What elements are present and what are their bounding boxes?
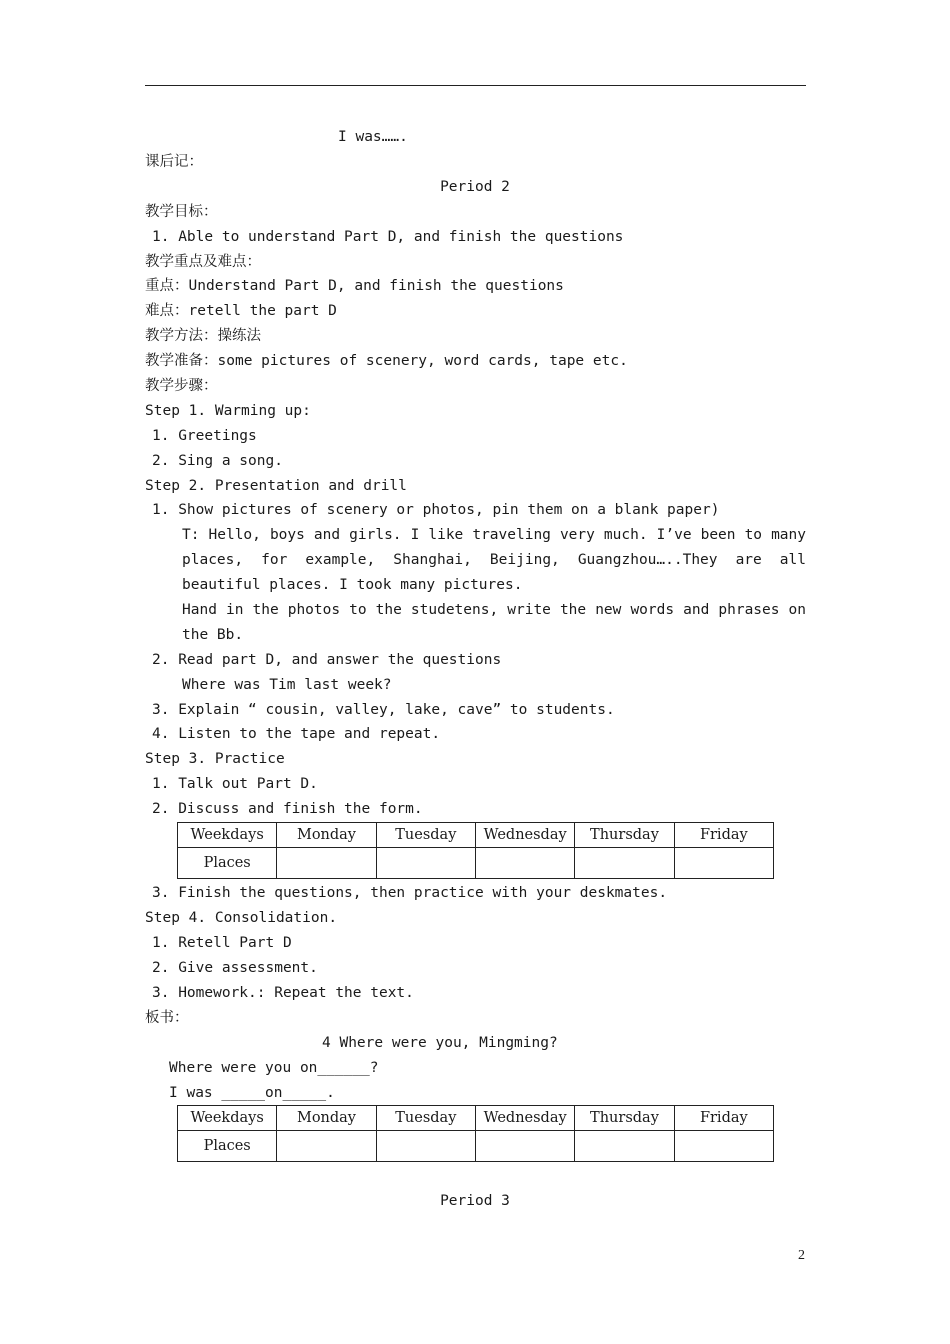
page-number: 2 bbox=[798, 1248, 805, 1263]
step-2-item-4: 4. Listen to the tape and repeat. bbox=[152, 726, 441, 742]
table-header-cell: Wednesday bbox=[475, 823, 574, 848]
table-header-cell: Friday bbox=[674, 823, 773, 848]
hand-in-line: the Bb. bbox=[182, 627, 244, 643]
table-empty-cell bbox=[277, 1131, 376, 1162]
table-header-cell: Weekdays bbox=[178, 1106, 277, 1131]
table-header-cell: Wednesday bbox=[475, 1106, 574, 1131]
step-4-item: 2. Give assessment. bbox=[152, 960, 318, 976]
board-title: 4 Where were you, Mingming? bbox=[322, 1035, 558, 1051]
top-line: I was……. bbox=[338, 129, 408, 145]
table-empty-cell bbox=[575, 848, 674, 879]
step-1-title: Step 1. Warming up: bbox=[145, 403, 311, 419]
key-points-label: 教学重点及难点： bbox=[145, 254, 261, 270]
table-header-cell: Tuesday bbox=[376, 1106, 475, 1131]
step-1-item: 2. Sing a song. bbox=[152, 453, 283, 469]
difficult-point: 难点：retell the part D bbox=[145, 303, 337, 319]
step-3-item-3: 3. Finish the questions, then practice with your deskmates. bbox=[152, 885, 668, 901]
step-3-title: Step 3. Practice bbox=[145, 751, 285, 767]
step-2-title: Step 2. Presentation and drill bbox=[145, 478, 407, 494]
step-1-item: 1. Greetings bbox=[152, 428, 257, 444]
table-header-cell: Thursday bbox=[575, 1106, 674, 1131]
table-row-label: Places bbox=[178, 848, 277, 879]
step-4-item: 1. Retell Part D bbox=[152, 935, 292, 951]
period-2-title: Period 2 bbox=[440, 179, 510, 195]
places-table bbox=[177, 822, 774, 879]
teaching-method: 教学方法：操练法 bbox=[145, 328, 261, 344]
table-empty-cell bbox=[575, 1131, 674, 1162]
period-3-title: Period 3 bbox=[440, 1193, 510, 1209]
table-empty-cell bbox=[674, 848, 773, 879]
step-2-question: Where was Tim last week? bbox=[182, 677, 392, 693]
step-4-title: Step 4. Consolidation. bbox=[145, 910, 338, 926]
header-rule bbox=[145, 85, 806, 86]
teacher-line: T: Hello, boys and girls. I like traveling very much. I’ve been to many bbox=[182, 527, 806, 543]
teaching-preparation: 教学准备：some pictures of scenery, word cards, tape etc. bbox=[145, 353, 628, 369]
step-2-item-2: 2. Read part D, and answer the questions bbox=[152, 652, 502, 668]
board-label: 板书： bbox=[145, 1010, 189, 1026]
step-2-item-3: 3. Explain “ cousin, valley, lake, cave” to students. bbox=[152, 702, 615, 718]
table-empty-cell bbox=[475, 848, 574, 879]
table-header-cell: Thursday bbox=[575, 823, 674, 848]
table-empty-cell bbox=[376, 1131, 475, 1162]
table-empty-cell bbox=[376, 848, 475, 879]
key-point: 重点：Understand Part D, and finish the questions bbox=[145, 278, 564, 294]
hand-in-line: Hand in the photos to the studetens, write the new words and phrases on bbox=[182, 602, 806, 618]
step-3-item-1: 1. Talk out Part D. bbox=[152, 776, 318, 792]
objectives-label: 教学目标： bbox=[145, 204, 218, 220]
table-header-cell: Monday bbox=[277, 823, 376, 848]
table-empty-cell bbox=[674, 1131, 773, 1162]
table-header-cell: Tuesday bbox=[376, 823, 475, 848]
after-class-note: 课后记： bbox=[145, 154, 203, 170]
objective-1: 1. Able to understand Part D, and finish the questions bbox=[152, 229, 624, 245]
board-line: I was _____on_____. bbox=[169, 1085, 335, 1101]
step-3-item-2: 2. Discuss and finish the form. bbox=[152, 801, 423, 817]
table-header-cell: Monday bbox=[277, 1106, 376, 1131]
step-2-item-1: 1. Show pictures of scenery or photos, pin them on a blank paper) bbox=[152, 502, 720, 518]
steps-label: 教学步骤： bbox=[145, 378, 218, 394]
teacher-line: beautiful places. I took many pictures. bbox=[182, 577, 523, 593]
teacher-line: places, for example, Shanghai, Beijing, Guangzhou…..They are all bbox=[182, 552, 806, 568]
table-row-label: Places bbox=[178, 1131, 277, 1162]
table-empty-cell bbox=[475, 1131, 574, 1162]
table-header-cell: Friday bbox=[674, 1106, 773, 1131]
table-header-cell: Weekdays bbox=[178, 823, 277, 848]
table-empty-cell bbox=[277, 848, 376, 879]
step-4-item: 3. Homework.: Repeat the text. bbox=[152, 985, 414, 1001]
board-places-table bbox=[177, 1105, 774, 1162]
board-line: Where were you on______? bbox=[169, 1060, 379, 1076]
